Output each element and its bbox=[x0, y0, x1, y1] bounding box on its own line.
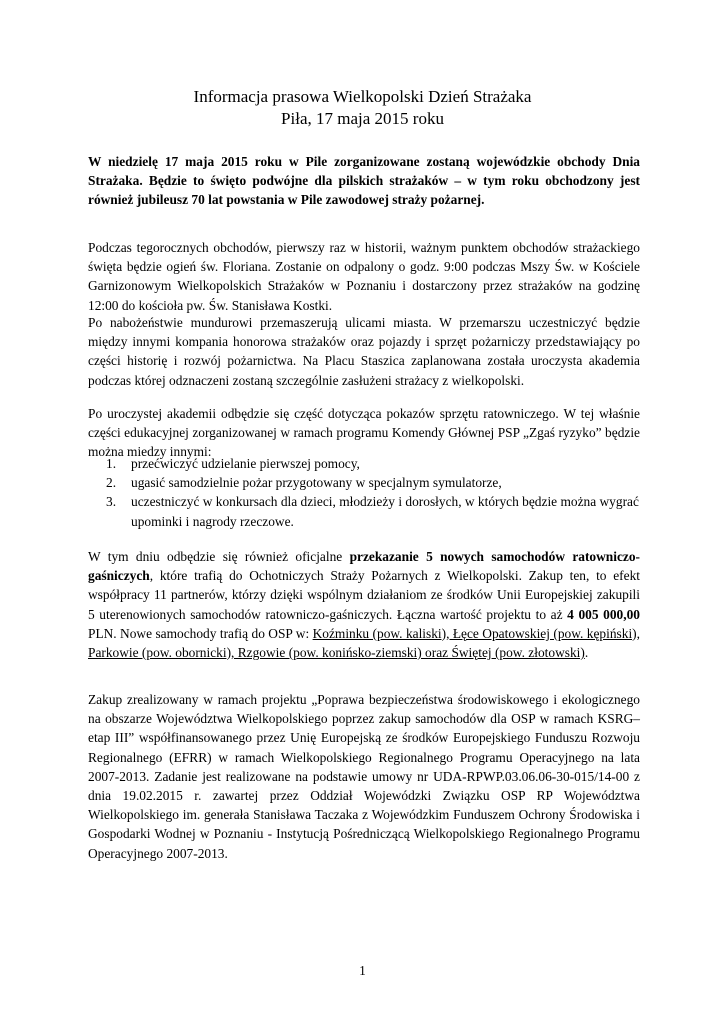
page-number: 1 bbox=[359, 963, 366, 978]
paragraph-2 bbox=[88, 313, 640, 390]
lead-text: W niedzielę 17 maja 2015 roku w Pile zorganizowane zostaną wojewódzkie obchody Dnia Strażaka. Będzie to święto podwójne dla pilskich strażaków – w tym roku obchodzony jest również jubileusz 70 lat powstania w Pile zawodowej straży pożarnej. bbox=[88, 154, 640, 208]
p4-locations: Koźminku (pow. kaliski), Łęce Opatowskiej (pow. kępiński), Parkowie (pow. obornicki), Rzgowie (pow. konińsko-ziemski) oraz Świętej (pow. złotowski) bbox=[88, 625, 640, 661]
paragraph-3-text: Po uroczystej akademii odbędzie się część dotycząca pokazów sprzętu ratowniczego. W tej właśnie części edukacyjnej zorganizowanej w ramach programu Komendy Głównej PSP „Zgaś ryzyko” będzie można miedzy innymi: bbox=[88, 406, 640, 460]
document-title bbox=[0, 86, 725, 130]
p4-part-2: , które trafią do Ochotniczych Straży Pożarnych z Wielkopolski. Zakup ten, to efekt współpracy 11 partnerów, którzy dzięki wspólnym działaniom ze środków Unii Europejskiej zakupili 5 uterenowionych samochodów ratowniczo-gaśniczych. Łączna wartość projektu to aż bbox=[88, 568, 640, 622]
lead-paragraph bbox=[88, 152, 640, 210]
p4-bold-amount: 4 005 000,00 bbox=[567, 606, 640, 622]
list-item-number: 3. bbox=[106, 494, 117, 510]
list-item-text: uczestniczyć w konkursach dla dzieci, młodzieży i dorosłych, w których będzie można wygrać upominki i nagrody rzeczowe. bbox=[131, 494, 639, 529]
paragraph-3 bbox=[88, 404, 640, 462]
list-item-number: 2. bbox=[106, 475, 117, 491]
list-item bbox=[88, 454, 640, 473]
p4-end: . bbox=[584, 645, 589, 661]
paragraph-5 bbox=[88, 690, 640, 863]
list-item bbox=[88, 473, 640, 492]
paragraph-5-text: Zakup zrealizowany w ramach projektu „Poprawa bezpieczeństwa środowiskowego i ekologicznego na obszarze Województwa Wielkopolskiego poprzez zakup samochodów dla OSP w ramach KSRG– etap III” współfinansowanego przez Unię Europejską ze środków Europejskiego Funduszu Rozwoju Regionalnego (EFRR) w ramach Wielkopolskiego Regionalnego Programu Operacyjnego na lata 2007-2013. Zadanie jest realizowane na podstawie umowy nr UDA-RPWP.03.06.06-30-015/14-00 z dnia 19.02.2015 r. zawartej przez Oddział Wojewódzki Związku OSP RP Województwa Wielkopolskiego im. generała Stanisława Taczaka z Wojewódzkim Funduszem Ochrony Środowiska i Gospodarki Wodnej w Poznaniu - Instytucją Pośredniczącą Wielkopolskiego Regionalnego Programu Operacyjnego 2007-2013. bbox=[88, 692, 640, 861]
title-line-2: Piła, 17 maja 2015 roku bbox=[281, 109, 444, 128]
paragraph-4 bbox=[88, 547, 640, 662]
p4-part-3: PLN. Nowe samochody trafią do OSP w: bbox=[88, 625, 313, 641]
list-item bbox=[88, 492, 640, 530]
paragraph-2-text: Po nabożeństwie mundurowi przemaszerują ulicami miasta. W przemarszu uczestniczyć będzie między innymi kompania honorowa strażaków oraz pojazdy i sprzęt pożarniczy przedstawiający po części historię i rozwój pożarnictwa. Na Placu Staszica zaplanowana została uroczysta akademia podczas której odznaczeni zostaną szczególnie zasłużeni strażacy z wielkopolski. bbox=[88, 315, 640, 388]
paragraph-1 bbox=[88, 238, 640, 315]
list-item-number: 1. bbox=[106, 456, 117, 471]
list-item-text: przećwiczyć udzielanie pierwszej pomocy, bbox=[131, 456, 360, 471]
paragraph-4-text bbox=[88, 547, 640, 662]
title-line-1: Informacja prasowa Wielkopolski Dzień Strażaka bbox=[193, 87, 532, 106]
activities-list bbox=[88, 454, 640, 531]
list-item-text: ugasić samodzielnie pożar przygotowany w specjalnym symulatorze, bbox=[131, 475, 502, 491]
paragraph-1-text: Podczas tegorocznych obchodów, pierwszy raz w historii, ważnym punktem obchodów strażackiego święta będzie ogień św. Floriana. Zostanie on odpalony o godz. 9:00 podczas Mszy Św. w Kościele Garnizonowym Wielkopolskich Strażaków w Poznaniu i dostarczony przez strażaków na godzinę 12:00 do kościoła pw. Św. Stanisława Kostki. bbox=[88, 240, 640, 313]
p4-bold-vehicles: przekazanie 5 nowych samochodów ratowniczo-gaśniczych bbox=[88, 549, 640, 584]
p4-part-1: W tym dniu odbędzie się również oficjalne bbox=[88, 549, 350, 564]
